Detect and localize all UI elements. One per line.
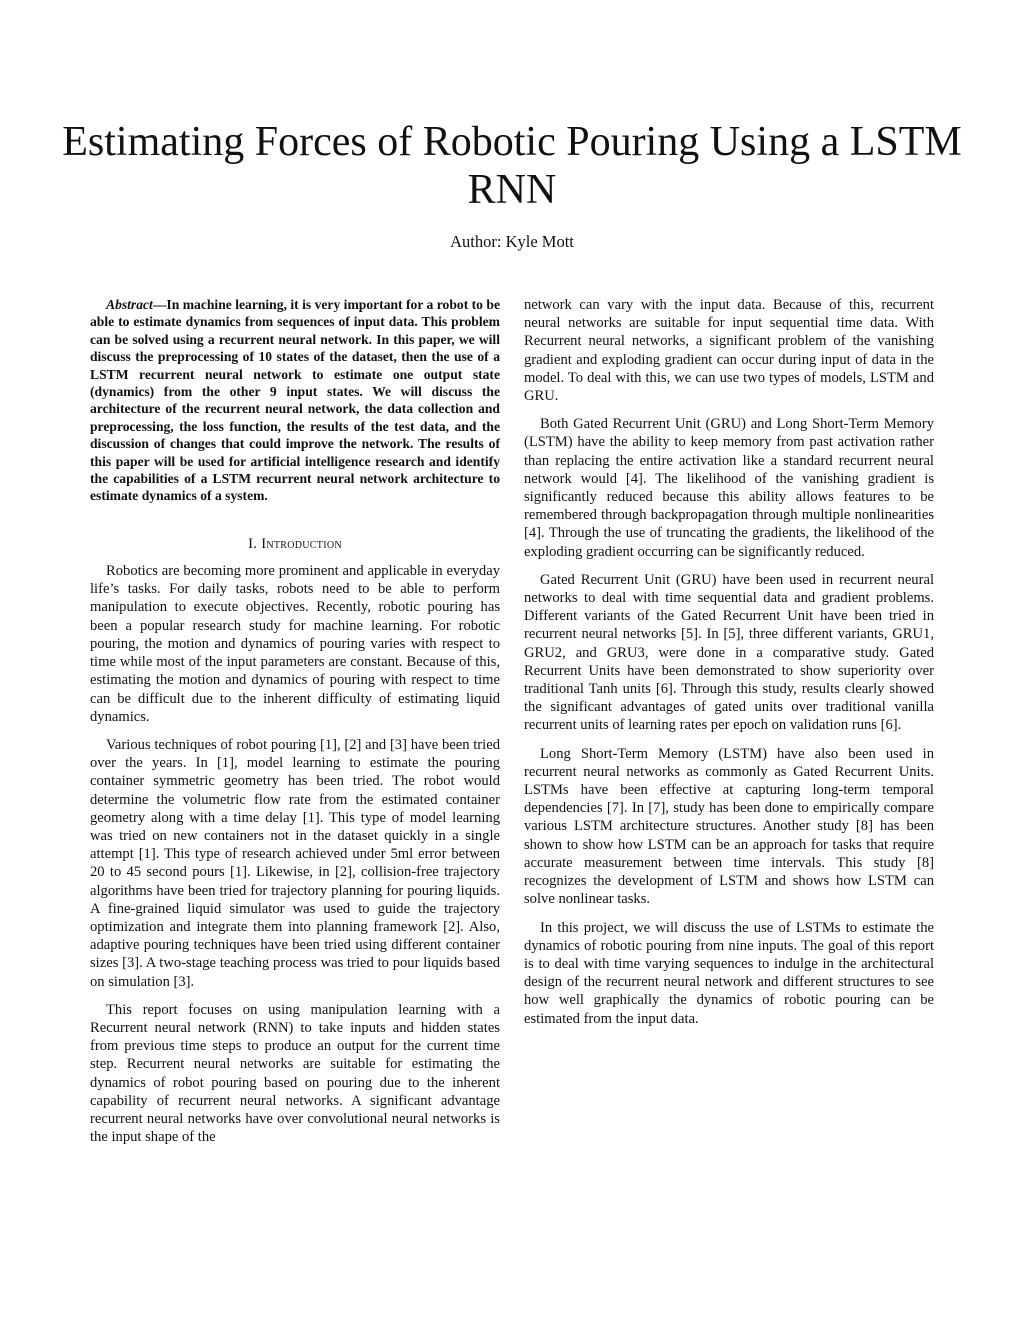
project-goal-paragraph: In this project, we will discuss the use of LSTMs to estimate the dynamics of robotic pouring from nine inputs. The goal of this report is to deal with time varying sequences to indulge in the architectural design of the recurrent neural network and different structures to see how well graphically the dynamics of robotic pouring can be estimated from the input data.	[524, 919, 934, 1027]
right-column	[524, 296, 934, 1038]
gru-paragraph: Gated Recurrent Unit (GRU) have been used in recurrent neural networks to deal with time sequential data and gradient problems. Different variants of the Gated Recurrent Unit have been tried in recurrent neural networks [5]. In [5], three different variants, GRU1, GRU2, and GRU3, were done in a comparative study. Gated Recurrent Units have been demonstrated to show superiority over traditional Tanh units [6]. Through this study, results clearly showed the significant advantages of gated units over traditional vanilla recurrent units of learning rates per epoch on validation runs [6].	[524, 571, 934, 734]
author-line: Author: Kyle Mott	[450, 232, 574, 251]
related-work-paragraph: Various techniques of robot pouring [1], [2] and [3] have been tried over the years. In [1], model learning to estimate the pouring container symmetric geometry has been tried. The robot would determine the volumetric flow rate from the estimated container geometry along with a time delay [1]. This type of model learning was tried on new containers not in the dataset quickly in a single attempt [1]. This type of research achieved under 5ml error between 20 to 45 second pours [1]. Likewise, in [2], collision-free trajectory algorithms have been tried for trajectory planning for pouring liquids. A fine-grained liquid simulator was used to guide the trajectory optimization and integrate them into planning framework [2]. Also, adaptive pouring techniques have been tried using different container sizes [3]. A two-stage teaching process was tried to pour liquids based on simulation [3].	[90, 736, 500, 990]
abstract-dash: —	[152, 297, 167, 312]
continuation-paragraph: network can vary with the input data. Because of this, recurrent neural networks are suitable for input sequential time data. With Recurrent neural networks, a significant problem of the vanishing gradient and exploding gradient can occur during input of data in the model. To deal with this, we can use two types of models, LSTM and GRU.	[524, 297, 934, 405]
gru-lstm-paragraph: Both Gated Recurrent Unit (GRU) and Long Short-Term Memory (LSTM) have the ability to keep memory from past activation rather than replacing the entire activation like a standard recurrent neural network would [4]. The likelihood of the vanishing gradient is significantly reduced because this ability allows features to be remembered through backpropagation through multiple nonlinearities [4]. Through the use of truncating the gradients, the likelihood of the exploding gradient occurring can be significantly reduced.	[524, 416, 934, 560]
lstm-paragraph: Long Short-Term Memory (LSTM) have also been used in recurrent neural networks as commonly as Gated Recurrent Units. LSTMs have been effective at capturing long-term temporal dependencies [7]. In [7], study has been done to empirically compare various LSTM architecture structures. Another study [8] has been shown to show how LSTM can be an approach for tasks that require accurate measurement between time intervals. This study [8] recognizes the development of LSTM and shows how LSTM can solve nonlinear tasks.	[524, 745, 934, 908]
report-focus-paragraph: This report focuses on using manipulation learning with a Recurrent neural network (RNN) to take inputs and hidden states from previous time steps to produce an output for the current time step. Recurrent neural networks are suitable for estimating the dynamics of robot pouring based on pouring due to the inherent capability of recurrent neural networks. A significant advantage recurrent neural networks have over convolutional neural networks is the input shape of the	[90, 1001, 500, 1146]
section-title: Introduction	[261, 535, 342, 552]
intro-paragraph: Robotics are becoming more prominent and applicable in everyday life’s tasks. For daily tasks, robots need to be able to perform manipulation to execute objectives. Recently, robotic pouring has been a popular research study for machine learning. For robotic pouring, the motion and dynamics of pouring varies with respect to time while most of the input parameters are constant. Because of this, estimating the motion and dynamics of pouring with respect to time can be difficult due to the inherent difficulty of estimating liquid dynamics.	[90, 563, 500, 725]
section-heading-introduction	[90, 535, 500, 553]
abstract-text: In machine learning, it is very important for a robot to be able to estimate dynamics from sequences of input data. This problem can be solved using a recurrent neural network. In this paper, we will discuss the preprocessing of 10 states of the dataset, then the use of a LSTM recurrent neural network to estimate one output state (dynamics) from the other 9 input states. We will discuss the architecture of the recurrent neural network, the data collection and preprocessing, the loss function, the results of the test data, and the discussion of changes that could improve the network. The results of this paper will be used for artificial intelligence research and identify the capabilities of a LSTM recurrent neural network architecture to estimate dynamics of a system.	[90, 297, 500, 504]
paper-title: Estimating Forces of Robotic Pouring Using a LSTM RNN	[62, 119, 962, 213]
left-column	[90, 296, 500, 1156]
abstract	[90, 296, 500, 505]
section-numeral: I.	[248, 535, 258, 552]
abstract-label: Abstract	[106, 297, 153, 312]
